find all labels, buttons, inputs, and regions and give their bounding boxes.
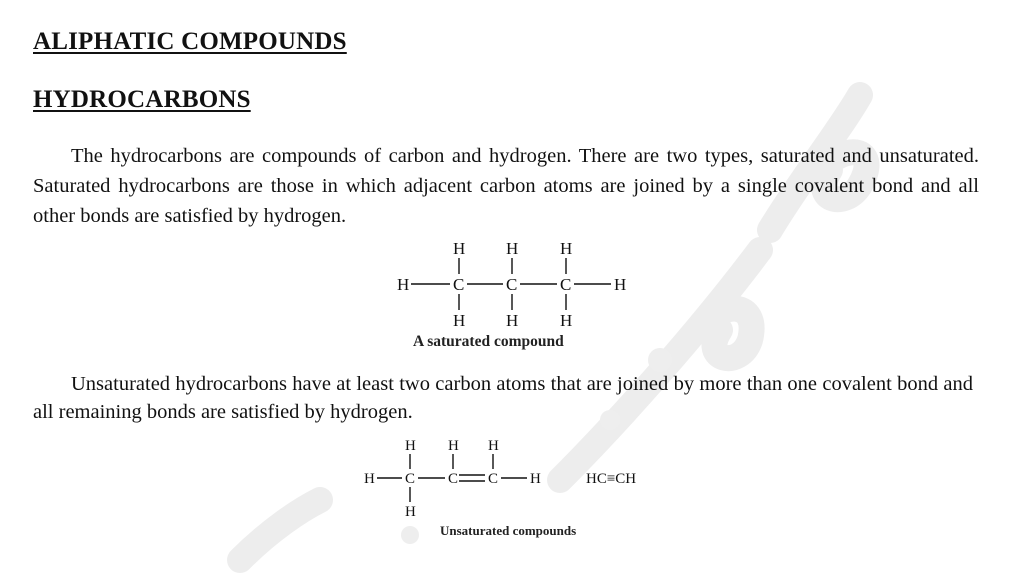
atom-h: H [530,471,541,487]
atom-c: C [448,471,459,487]
main-heading: ALIPHATIC COMPOUNDS [33,28,347,55]
atom-c: C [453,275,465,294]
atom-h: H [614,275,627,294]
atom-h: H [397,275,410,294]
atom-h: H [560,239,573,258]
atom-h: H [405,504,416,520]
atom-h: H [453,311,466,330]
saturated-structure [390,236,640,332]
sub-heading: HYDROCARBONS [33,86,251,113]
unsaturated-structure [360,434,690,522]
atom-h: H [364,471,375,487]
atom-c: C [560,275,572,294]
alkyne-formula: HC≡CH [586,471,637,487]
atom-c: C [506,275,518,294]
paragraph-unsaturated: Unsaturated hydrocarbons have at least two carbon atoms that are joined by more than one covalent bond and all remaining bonds are satisfied by hydrogen. [33,373,973,423]
saturated-caption: A saturated compound [413,333,564,350]
atom-c: C [405,471,416,487]
atom-h: H [453,239,466,258]
unsaturated-caption: Unsaturated compounds [440,523,577,538]
atom-h: H [560,311,573,330]
atom-c: C [488,471,499,487]
atom-h: H [448,438,459,454]
atom-h: H [405,438,416,454]
atom-h: H [506,311,519,330]
paragraph-saturated: The hydrocarbons are compounds of carbon and hydrogen. There are two types, saturated and unsaturated. Saturated hydrocarbons are those in which adjacent carbon atoms are joined by a single covalent bond and all other bonds are satisfied by hydrogen. [33,145,979,227]
atom-h: H [488,438,499,454]
atom-h: H [506,239,519,258]
